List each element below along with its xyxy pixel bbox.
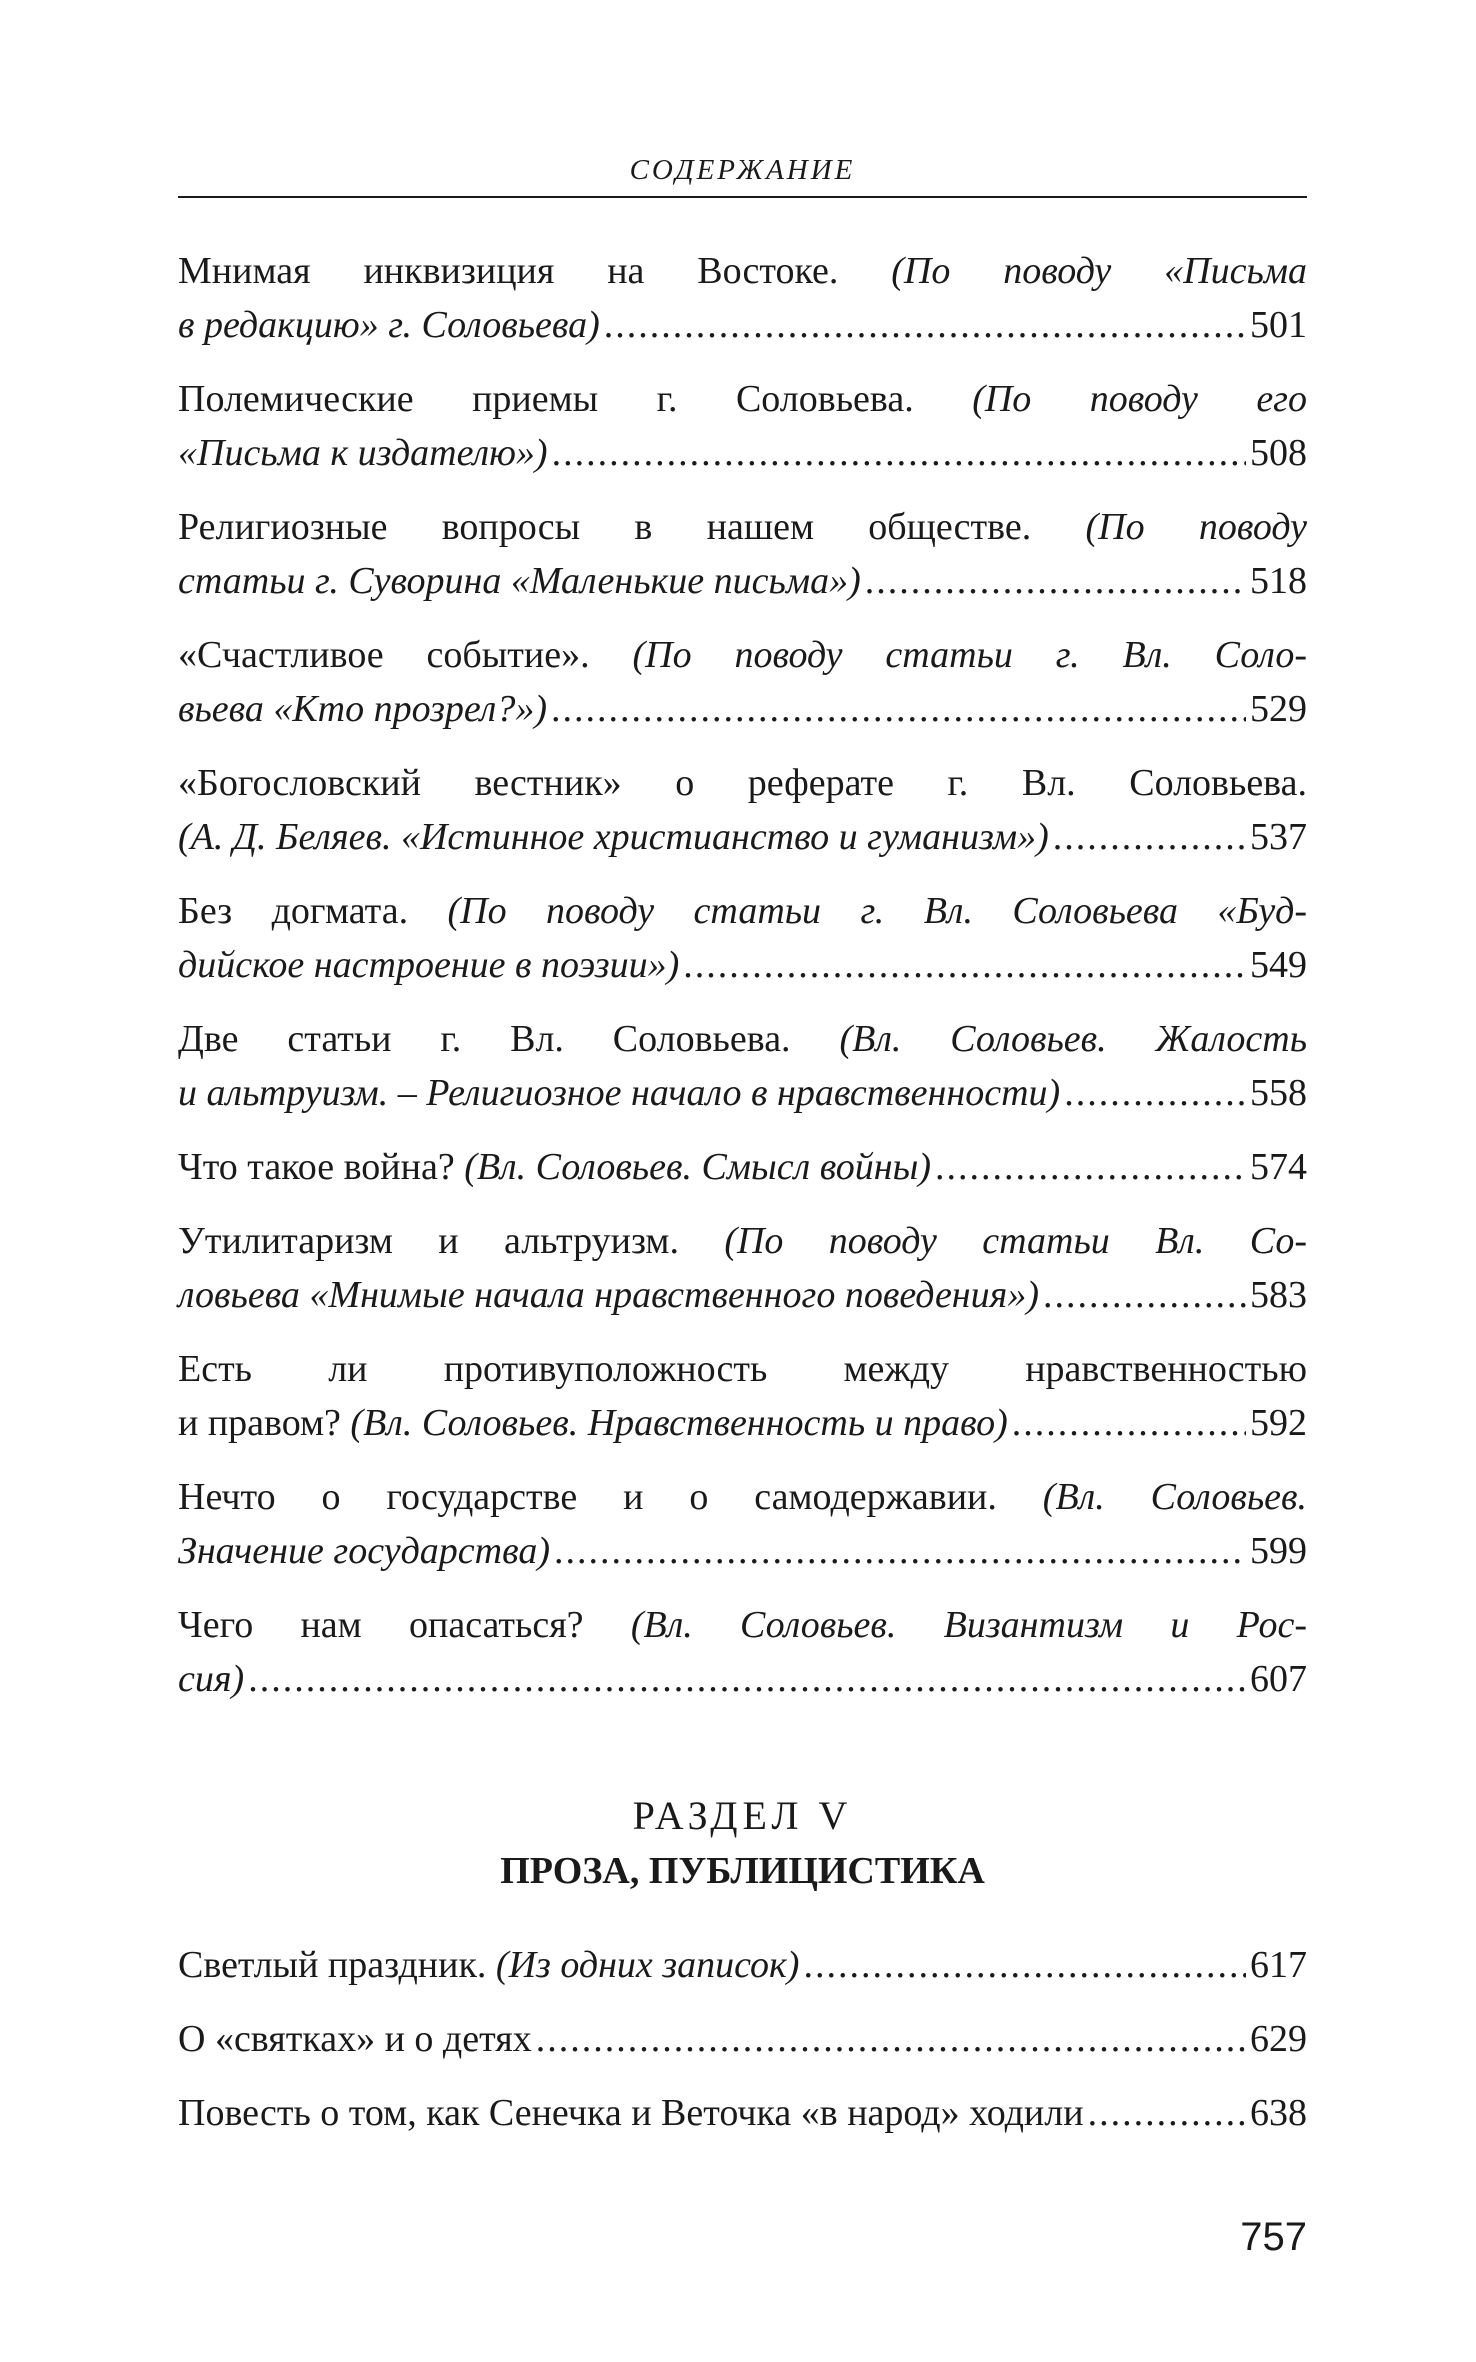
toc-entry-note-cont: дийское настроение в поэзии»): [178, 944, 680, 986]
running-head: СОДЕРЖАНИЕ: [629, 154, 856, 186]
toc-entry-title: Нечто о государстве и о самодержавии.: [178, 1476, 1043, 1518]
toc-entry-note: (По поводу «Письма: [891, 250, 1307, 292]
toc-entry-line1: [178, 1012, 1307, 1066]
toc-entry-note-cont: сия): [178, 1658, 245, 1700]
toc-entry-line1: [178, 372, 1307, 426]
toc-entry-line1: [178, 756, 1307, 810]
toc-entry: [178, 1938, 1307, 1992]
toc-page-number: 501: [1250, 304, 1307, 346]
toc-page-number: 607: [1250, 1658, 1307, 1700]
toc-entry: [178, 756, 1307, 864]
toc-entry-note: (По поводу: [1085, 506, 1307, 548]
toc-entry: [178, 1012, 1307, 1120]
section-toc-list: [178, 1938, 1307, 2140]
toc-page-number: 629: [1250, 2018, 1307, 2060]
toc-page-number: 558: [1250, 1072, 1307, 1114]
toc-entry-line1: [178, 884, 1307, 938]
dot-leader: [865, 554, 1246, 608]
toc-entry-note-cont: вьева «Кто прозрел?»): [178, 688, 548, 730]
dot-leader: [1012, 1396, 1246, 1450]
toc-entry-note-cont: и альтруизм. – Религиозное начало в нравственности): [178, 1072, 1061, 1114]
toc-entry-note: (Вл. Соловьев. Византизм и Рос-: [630, 1604, 1307, 1646]
toc-entry: [178, 1598, 1307, 1706]
toc-entry-note: (По поводу статьи Вл. Со-: [724, 1220, 1307, 1262]
toc-entry-note-cont: (А. Д. Беляев. «Истинное христианство и гуманизм»): [178, 816, 1049, 858]
toc-entry-title: Повесть о том, как Сенечка и Веточка «в народ» ходили: [178, 2092, 1084, 2134]
header-rule: [178, 196, 1307, 198]
toc-entry-line1: [178, 500, 1307, 554]
toc-page-number: 574: [1250, 1146, 1307, 1188]
toc-entry-title: «Счастливое событие».: [178, 634, 633, 676]
toc-page-number: 638: [1250, 2092, 1307, 2134]
toc-entry: [178, 2012, 1307, 2066]
dot-leader: [1064, 1066, 1246, 1120]
toc-entry-note: (По поводу статьи г. Вл. Соловьева «Буд-: [447, 890, 1307, 932]
dot-leader: [248, 1652, 1246, 1706]
dot-leader: [1088, 2086, 1246, 2140]
dot-leader: [536, 2012, 1246, 2066]
toc-entry: [178, 1140, 1307, 1194]
section-title: ПРОЗА, ПУБЛИЦИСТИКА: [500, 1850, 985, 1892]
toc-entry-title: Религиозные вопросы в нашем обществе.: [178, 506, 1086, 548]
dot-leader: [803, 1938, 1246, 1992]
toc-entry-note: (По поводу статьи г. Вл. Соло-: [632, 634, 1308, 676]
toc-entry-line1: [178, 1598, 1307, 1652]
toc-page-number: 508: [1250, 432, 1307, 474]
toc-entry-line1: [178, 1470, 1307, 1524]
toc-entry-title: Светлый праздник.: [178, 1944, 496, 1986]
toc-entry-note-cont: ловьева «Мнимые начала нравственного поведения»): [178, 1274, 1039, 1316]
toc-entry: [178, 1214, 1307, 1322]
toc-page-number: 549: [1250, 944, 1307, 986]
toc-page-number: 592: [1250, 1402, 1307, 1444]
dot-leader: [1053, 810, 1246, 864]
toc-list: [178, 244, 1307, 1706]
toc-entry-title: О «святках» и о детях: [178, 2018, 532, 2060]
toc-page-number: 529: [1250, 688, 1307, 730]
page-number: 757: [1240, 2215, 1307, 2259]
toc-page-number: 599: [1250, 1530, 1307, 1572]
toc-entry: [178, 372, 1307, 480]
toc-entry-title: Полемические приемы г. Соловьева.: [178, 378, 973, 420]
dot-leader: [604, 298, 1246, 352]
toc-entry-note: (Вл. Соловьев.: [1042, 1476, 1307, 1518]
toc-entry-title: Мнимая инквизиция на Востоке.: [178, 250, 892, 292]
toc-entry-note: (Вл. Соловьев. Жалость: [839, 1018, 1307, 1060]
toc-entry-title: Без догмата.: [178, 890, 448, 932]
section-heading: [178, 1788, 1307, 1898]
toc-entry-note-cont: Значение государства): [178, 1530, 550, 1572]
toc-entry-line1: [178, 1342, 1307, 1396]
toc-entry: [178, 1342, 1307, 1450]
toc-entry-note: (По поводу его: [972, 378, 1308, 420]
toc-page-number: 617: [1250, 1944, 1307, 1986]
toc-entry-note-cont: (Вл. Соловьев. Нравственность и право): [350, 1402, 1008, 1444]
toc-entry-note-cont: «Письма к издателю»): [178, 432, 548, 474]
toc-entry-note-cont: в редакцию» г. Соловьева): [178, 304, 600, 346]
toc-entry-title: Две статьи г. Вл. Соловьева.: [178, 1018, 840, 1060]
toc-entry-title: Утилитаризм и альтруизм.: [178, 1220, 725, 1262]
dot-leader: [683, 938, 1246, 992]
toc-entry: [178, 2086, 1307, 2140]
dot-leader: [935, 1140, 1246, 1194]
toc-entry-note: (Вл. Соловьев. Смысл войны): [464, 1146, 931, 1188]
book-page: [178, 140, 1307, 2340]
dot-leader: [554, 1524, 1246, 1578]
toc-entry: [178, 1470, 1307, 1578]
dot-leader: [1043, 1268, 1246, 1322]
toc-entry-note-cont: статьи г. Суворина «Маленькие письма»): [178, 560, 861, 602]
section-number: РАЗДЕЛ V: [632, 1793, 853, 1838]
toc-entry-title: «Богословский вестник» о реферате г. Вл. Соловьева.: [178, 762, 1307, 804]
toc-page-number: 518: [1250, 560, 1307, 602]
toc-entry: [178, 244, 1307, 352]
dot-leader: [552, 426, 1246, 480]
toc-entry-title: Есть ли противуположность между нравственностью: [178, 1348, 1307, 1390]
toc-entry-title: Что такое война?: [178, 1146, 465, 1188]
toc-entry: [178, 500, 1307, 608]
toc-entry-line1: [178, 244, 1307, 298]
dot-leader: [551, 682, 1246, 736]
toc-entry-line1: [178, 628, 1307, 682]
toc-page-number: 583: [1250, 1274, 1307, 1316]
toc-page-number: 537: [1250, 816, 1307, 858]
toc-entry-title: Чего нам опасаться?: [178, 1604, 631, 1646]
toc-entry: [178, 884, 1307, 992]
toc-entry-note: (Из одних записок): [495, 1944, 800, 1986]
toc-entry-line1: [178, 1214, 1307, 1268]
toc-entry: [178, 628, 1307, 736]
toc-entry-title-cont: и правом?: [178, 1402, 351, 1444]
